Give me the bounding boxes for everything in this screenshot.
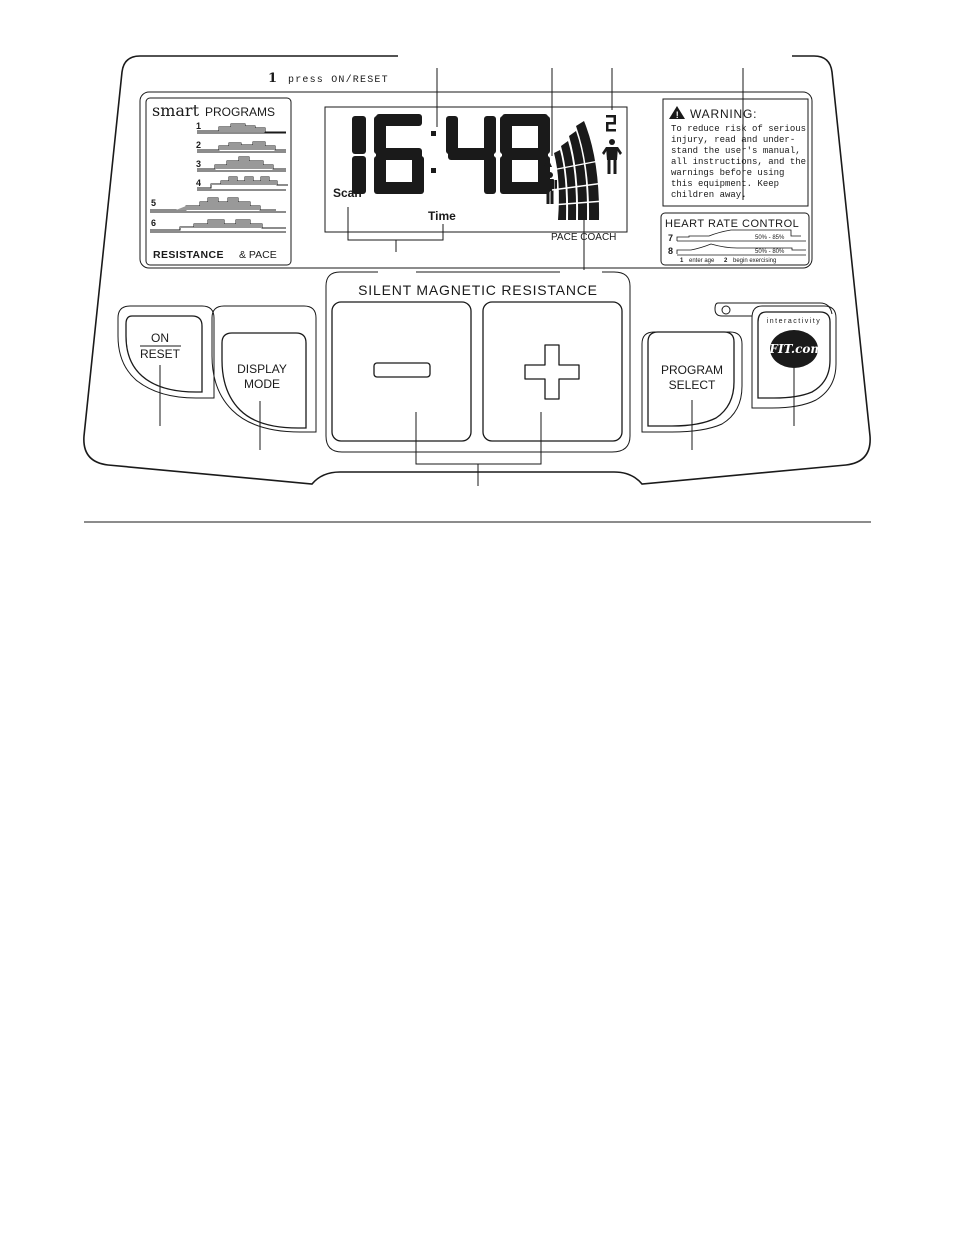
lcd-segment xyxy=(412,156,424,194)
coach-figure-icon xyxy=(602,139,622,174)
colon-dot xyxy=(431,168,436,173)
lcd-segment xyxy=(352,116,366,154)
program-profile-3 xyxy=(197,157,286,171)
lcd-digit xyxy=(446,116,496,194)
time-label: Time xyxy=(428,209,456,223)
heart-rate-title: HEART RATE CONTROL xyxy=(665,218,800,230)
heart-rate-box xyxy=(661,213,809,265)
hr-step-text: begin exercising xyxy=(733,258,777,264)
program-select-label-2: SELECT xyxy=(668,378,716,392)
program-number: 2 xyxy=(196,140,202,150)
program-profile-4 xyxy=(197,177,288,190)
program-profile-6 xyxy=(150,220,286,232)
programs-footer: & PACE xyxy=(239,249,277,261)
lcd-digit xyxy=(352,116,366,194)
lcd-display xyxy=(325,107,627,243)
program-number: 4 xyxy=(196,178,202,188)
programs-footer-bold: RESISTANCE xyxy=(153,249,224,261)
program-number: 6 xyxy=(151,218,157,228)
warning-line: children away. xyxy=(671,190,747,200)
warning-exclamation: ! xyxy=(675,110,679,120)
hr-step-number: 1 xyxy=(680,258,684,264)
lcd-digit xyxy=(500,114,550,194)
warning-box xyxy=(663,99,808,206)
programs-title: PROGRAMS xyxy=(205,105,276,119)
reset-label: RESET xyxy=(139,347,181,361)
step-number: 1 xyxy=(268,71,278,86)
on-reset-button[interactable] xyxy=(118,306,214,398)
lcd-digit xyxy=(374,114,424,194)
ifit-logo: iFIT.com xyxy=(764,342,824,356)
program-number: 3 xyxy=(196,159,202,169)
pace-coach-bars xyxy=(554,121,599,220)
program-profile-1 xyxy=(197,124,286,133)
programs-title-smart: smart xyxy=(152,101,199,120)
time-digits xyxy=(352,114,550,194)
pace-coach-label: PACE COACH xyxy=(551,232,617,243)
hr-program-number: 7 xyxy=(668,233,674,243)
ifit-indicator-light xyxy=(722,306,730,314)
small-digit-2 xyxy=(606,115,616,132)
hr-profile-8 xyxy=(677,244,806,254)
hr-step-text: enter age xyxy=(689,258,715,264)
lcd-segment xyxy=(484,116,496,154)
program-profile-2 xyxy=(197,142,286,152)
warning-line: warnings before using xyxy=(671,168,785,178)
hr-step-number: 2 xyxy=(724,258,728,264)
hr-range: 50% - 85% xyxy=(755,235,785,241)
warning-line: To reduce risk of serious xyxy=(671,124,807,134)
warning-title: WARNING: xyxy=(690,107,758,121)
resistance-increase-button[interactable] xyxy=(483,302,622,441)
programs-panel xyxy=(146,98,291,265)
resistance-title: SILENT MAGNETIC RESISTANCE xyxy=(358,282,598,298)
program-select-label-1: PROGRAM xyxy=(660,363,724,377)
warning-line: all instructions, and the xyxy=(671,157,807,167)
step-instruction: press ON/RESET xyxy=(288,75,389,86)
display-mode-label-2: MODE xyxy=(244,377,280,391)
display-mode-label-1: DISPLAY xyxy=(237,362,287,376)
scan-label: Scan xyxy=(333,186,362,200)
warning-line: this equipment. Keep xyxy=(671,179,780,189)
hr-program-number: 8 xyxy=(668,246,674,256)
program-profile-5 xyxy=(150,198,286,212)
lcd-segment xyxy=(484,156,496,194)
program-number: 5 xyxy=(151,198,157,208)
ifit-top-label: interactivity xyxy=(766,318,822,325)
colon-dot xyxy=(431,131,436,136)
program-number: 1 xyxy=(196,121,202,131)
hr-range: 50% - 80% xyxy=(755,249,785,255)
warning-line: stand the user's manual, xyxy=(671,146,801,156)
on-label: ON xyxy=(151,331,169,345)
lcd-segment xyxy=(502,148,548,160)
display-mode-button[interactable] xyxy=(212,306,316,432)
warning-line: injury, read and under- xyxy=(671,135,796,145)
resistance-decrease-button[interactable] xyxy=(332,302,471,441)
lcd-segment xyxy=(500,156,512,194)
